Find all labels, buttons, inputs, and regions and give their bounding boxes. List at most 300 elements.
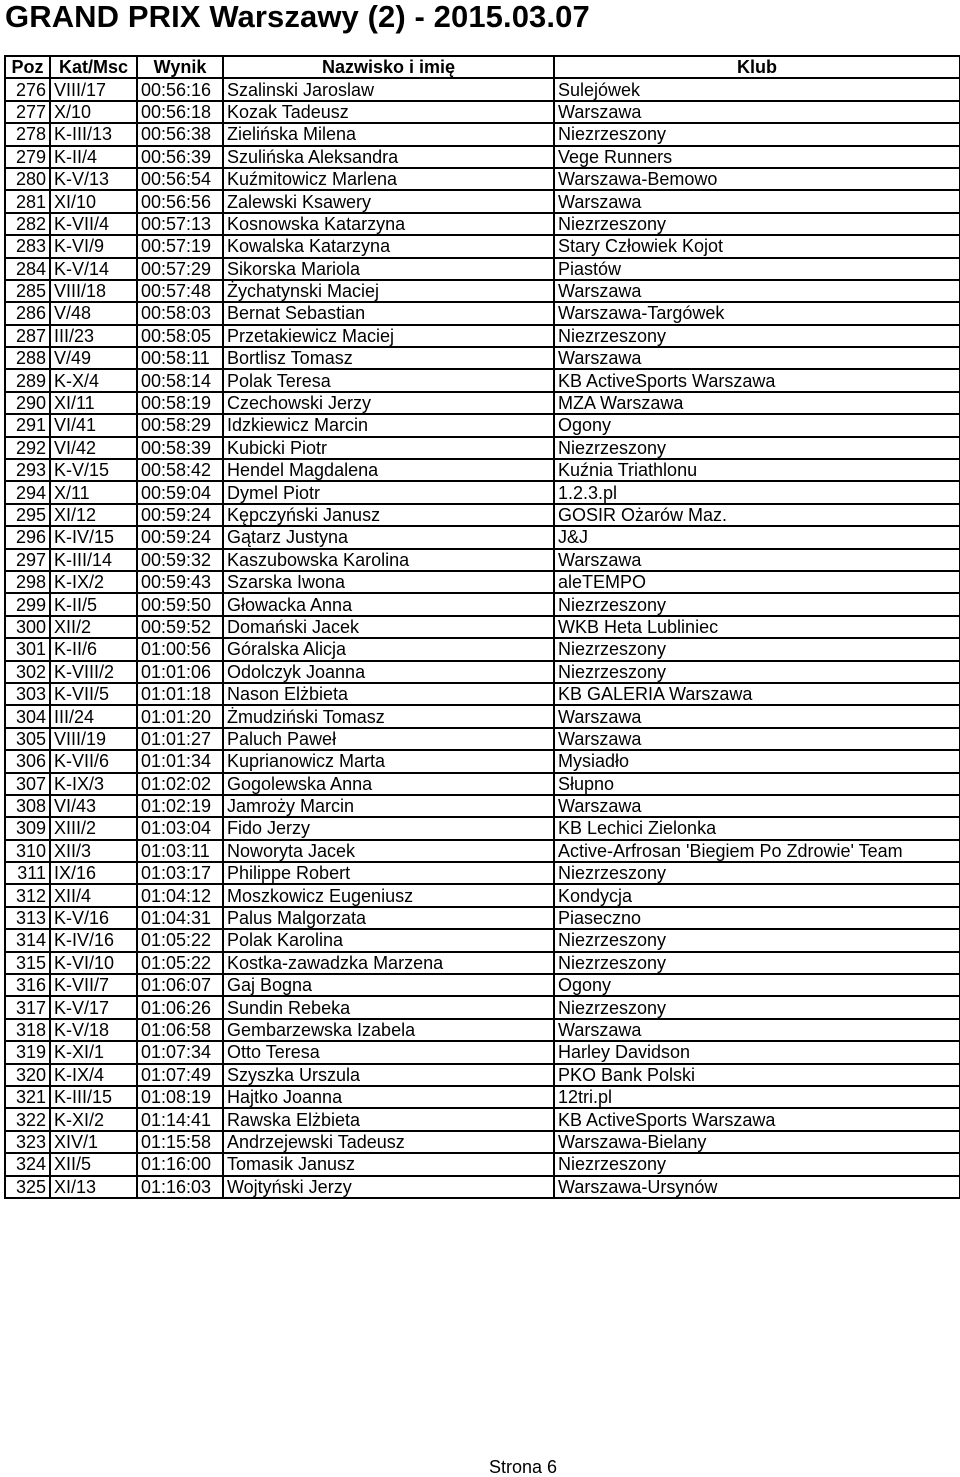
table-row xyxy=(5,996,960,1018)
table-row xyxy=(5,392,960,414)
cell-wynik: 01:16:00 xyxy=(137,1153,223,1175)
cell-klub: WKB Heta Lubliniec xyxy=(554,616,960,638)
cell-kat-msc: VIII/17 xyxy=(50,78,137,100)
cell-kat-msc: V/49 xyxy=(50,347,137,369)
cell-name: Sundin Rebeka xyxy=(223,996,554,1018)
table-row xyxy=(5,1019,960,1041)
cell-kat-msc: VIII/18 xyxy=(50,280,137,302)
cell-name: Sikorska Mariola xyxy=(223,258,554,280)
cell-kat-msc: XI/10 xyxy=(50,190,137,212)
cell-kat-msc: K-VI/9 xyxy=(50,235,137,257)
cell-name: Philippe Robert xyxy=(223,862,554,884)
cell-klub: Niezrzeszony xyxy=(554,862,960,884)
cell-name: Gogolewska Anna xyxy=(223,773,554,795)
cell-kat-msc: K-VIII/2 xyxy=(50,661,137,683)
table-row xyxy=(5,481,960,503)
cell-wynik: 01:06:26 xyxy=(137,996,223,1018)
cell-name: Szulińska Aleksandra xyxy=(223,146,554,168)
table-row xyxy=(5,1131,960,1153)
page-number: Strona 6 xyxy=(488,1457,558,1477)
cell-poz: 321 xyxy=(5,1086,50,1108)
column-header-klub: Klub xyxy=(554,56,960,78)
cell-klub: Warszawa-Bielany xyxy=(554,1131,960,1153)
cell-name: Bernat Sebastian xyxy=(223,302,554,324)
cell-name: Otto Teresa xyxy=(223,1041,554,1063)
cell-name: Kubicki Piotr xyxy=(223,437,554,459)
column-header-poz: Poz xyxy=(5,56,50,78)
cell-poz: 301 xyxy=(5,638,50,660)
cell-kat-msc: K-V/17 xyxy=(50,996,137,1018)
table-row xyxy=(5,325,960,347)
cell-wynik: 01:07:34 xyxy=(137,1041,223,1063)
cell-poz: 284 xyxy=(5,258,50,280)
cell-name: Żychatynski Maciej xyxy=(223,280,554,302)
cell-name: Jamroży Marcin xyxy=(223,795,554,817)
cell-klub: Kuźnia Triathlonu xyxy=(554,459,960,481)
cell-klub: GOSIR Ożarów Maz. xyxy=(554,504,960,526)
cell-kat-msc: VI/42 xyxy=(50,437,137,459)
table-row xyxy=(5,504,960,526)
cell-wynik: 01:15:58 xyxy=(137,1131,223,1153)
cell-name: Kosnowska Katarzyna xyxy=(223,213,554,235)
cell-wynik: 00:58:39 xyxy=(137,437,223,459)
column-header-wynik: Wynik xyxy=(137,56,223,78)
cell-name: Zielińska Milena xyxy=(223,123,554,145)
cell-klub: KB GALERIA Warszawa xyxy=(554,683,960,705)
cell-poz: 320 xyxy=(5,1064,50,1086)
cell-name: Kostka-zawadzka Marzena xyxy=(223,952,554,974)
cell-klub: Harley Davidson xyxy=(554,1041,960,1063)
cell-kat-msc: K-VII/7 xyxy=(50,974,137,996)
cell-kat-msc: K-V/13 xyxy=(50,168,137,190)
cell-klub: PKO Bank Polski xyxy=(554,1064,960,1086)
page-title: GRAND PRIX Warszawy (2) - 2015.03.07 xyxy=(5,0,590,34)
cell-klub: Piastów xyxy=(554,258,960,280)
table-row xyxy=(5,683,960,705)
cell-wynik: 00:59:04 xyxy=(137,481,223,503)
cell-poz: 304 xyxy=(5,705,50,727)
cell-klub: Sulejówek xyxy=(554,78,960,100)
table-row xyxy=(5,459,960,481)
cell-poz: 310 xyxy=(5,840,50,862)
cell-klub: Warszawa xyxy=(554,549,960,571)
cell-wynik: 00:56:39 xyxy=(137,146,223,168)
cell-kat-msc: K-II/5 xyxy=(50,593,137,615)
table-row xyxy=(5,213,960,235)
cell-wynik: 01:02:02 xyxy=(137,773,223,795)
cell-wynik: 01:04:12 xyxy=(137,884,223,906)
table-row xyxy=(5,101,960,123)
cell-klub: Warszawa-Ursynów xyxy=(554,1176,960,1198)
cell-poz: 315 xyxy=(5,952,50,974)
cell-poz: 279 xyxy=(5,146,50,168)
cell-klub: Niezrzeszony xyxy=(554,996,960,1018)
cell-wynik: 01:06:58 xyxy=(137,1019,223,1041)
cell-wynik: 00:57:19 xyxy=(137,235,223,257)
table-row xyxy=(5,773,960,795)
cell-klub: Warszawa-Targówek xyxy=(554,302,960,324)
cell-klub: Kondycja xyxy=(554,884,960,906)
cell-name: Odolczyk Joanna xyxy=(223,661,554,683)
cell-name: Noworyta Jacek xyxy=(223,840,554,862)
cell-wynik: 01:06:07 xyxy=(137,974,223,996)
cell-kat-msc: X/11 xyxy=(50,481,137,503)
table-row xyxy=(5,571,960,593)
cell-kat-msc: IX/16 xyxy=(50,862,137,884)
cell-wynik: 01:02:19 xyxy=(137,795,223,817)
cell-poz: 292 xyxy=(5,437,50,459)
cell-kat-msc: XII/3 xyxy=(50,840,137,862)
cell-name: Hajtko Joanna xyxy=(223,1086,554,1108)
cell-wynik: 00:56:54 xyxy=(137,168,223,190)
table-row xyxy=(5,414,960,436)
cell-name: Szarska Iwona xyxy=(223,571,554,593)
cell-klub: KB Lechici Zielonka xyxy=(554,817,960,839)
cell-klub: Ogony xyxy=(554,414,960,436)
cell-klub: Vege Runners xyxy=(554,146,960,168)
cell-wynik: 01:16:03 xyxy=(137,1176,223,1198)
cell-klub: Słupno xyxy=(554,773,960,795)
table-row xyxy=(5,258,960,280)
cell-name: Gembarzewska Izabela xyxy=(223,1019,554,1041)
cell-name: Przetakiewicz Maciej xyxy=(223,325,554,347)
cell-kat-msc: XII/5 xyxy=(50,1153,137,1175)
cell-poz: 290 xyxy=(5,392,50,414)
cell-klub: Niezrzeszony xyxy=(554,437,960,459)
cell-klub: Active-Arfrosan 'Biegiem Po Zdrowie' Team xyxy=(554,840,960,862)
cell-kat-msc: XII/2 xyxy=(50,616,137,638)
cell-klub: Warszawa xyxy=(554,705,960,727)
cell-poz: 306 xyxy=(5,750,50,772)
cell-wynik: 00:58:11 xyxy=(137,347,223,369)
cell-poz: 312 xyxy=(5,884,50,906)
column-header-nazwisko-i-imie: Nazwisko i imię xyxy=(223,56,554,78)
cell-kat-msc: K-II/6 xyxy=(50,638,137,660)
cell-klub: Niezrzeszony xyxy=(554,638,960,660)
cell-wynik: 00:58:29 xyxy=(137,414,223,436)
cell-wynik: 01:01:27 xyxy=(137,728,223,750)
table-row xyxy=(5,952,960,974)
table-row xyxy=(5,549,960,571)
cell-wynik: 00:59:50 xyxy=(137,593,223,615)
cell-name: Palus Malgorzata xyxy=(223,907,554,929)
cell-kat-msc: XII/4 xyxy=(50,884,137,906)
cell-poz: 298 xyxy=(5,571,50,593)
cell-wynik: 01:01:18 xyxy=(137,683,223,705)
cell-kat-msc: K-V/14 xyxy=(50,258,137,280)
cell-wynik: 00:56:38 xyxy=(137,123,223,145)
table-row xyxy=(5,369,960,391)
cell-poz: 282 xyxy=(5,213,50,235)
cell-wynik: 01:03:17 xyxy=(137,862,223,884)
cell-klub: Ogony xyxy=(554,974,960,996)
cell-klub: Warszawa-Bemowo xyxy=(554,168,960,190)
results-table xyxy=(4,55,960,1199)
cell-poz: 303 xyxy=(5,683,50,705)
cell-klub: Warszawa xyxy=(554,101,960,123)
cell-klub: J&J xyxy=(554,526,960,548)
cell-kat-msc: K-V/16 xyxy=(50,907,137,929)
table-row xyxy=(5,190,960,212)
table-row xyxy=(5,302,960,324)
cell-poz: 318 xyxy=(5,1019,50,1041)
cell-poz: 311 xyxy=(5,862,50,884)
cell-klub: Warszawa xyxy=(554,280,960,302)
cell-poz: 308 xyxy=(5,795,50,817)
cell-kat-msc: K-VI/10 xyxy=(50,952,137,974)
cell-wynik: 00:56:18 xyxy=(137,101,223,123)
cell-name: Fido Jerzy xyxy=(223,817,554,839)
cell-name: Głowacka Anna xyxy=(223,593,554,615)
table-row xyxy=(5,347,960,369)
cell-name: Polak Teresa xyxy=(223,369,554,391)
cell-kat-msc: K-III/15 xyxy=(50,1086,137,1108)
cell-name: Dymel Piotr xyxy=(223,481,554,503)
cell-name: Kuźmitowicz Marlena xyxy=(223,168,554,190)
table-row xyxy=(5,705,960,727)
table-row xyxy=(5,78,960,100)
cell-name: Andrzejewski Tadeusz xyxy=(223,1131,554,1153)
table-row xyxy=(5,661,960,683)
cell-klub: Warszawa xyxy=(554,728,960,750)
cell-wynik: 00:58:14 xyxy=(137,369,223,391)
table-row xyxy=(5,123,960,145)
table-row xyxy=(5,929,960,951)
cell-klub: Niezrzeszony xyxy=(554,325,960,347)
cell-poz: 324 xyxy=(5,1153,50,1175)
cell-wynik: 00:57:48 xyxy=(137,280,223,302)
cell-name: Wojtyński Jerzy xyxy=(223,1176,554,1198)
cell-wynik: 01:05:22 xyxy=(137,952,223,974)
cell-wynik: 00:59:24 xyxy=(137,504,223,526)
cell-wynik: 01:00:56 xyxy=(137,638,223,660)
cell-kat-msc: K-IV/15 xyxy=(50,526,137,548)
cell-poz: 288 xyxy=(5,347,50,369)
cell-poz: 294 xyxy=(5,481,50,503)
cell-poz: 277 xyxy=(5,101,50,123)
cell-kat-msc: III/24 xyxy=(50,705,137,727)
cell-poz: 287 xyxy=(5,325,50,347)
cell-kat-msc: XIV/1 xyxy=(50,1131,137,1153)
cell-name: Polak Karolina xyxy=(223,929,554,951)
table-row xyxy=(5,817,960,839)
cell-kat-msc: K-V/18 xyxy=(50,1019,137,1041)
cell-kat-msc: K-IX/3 xyxy=(50,773,137,795)
column-header-kat-msc: Kat/Msc xyxy=(50,56,137,78)
cell-name: Szalinski Jaroslaw xyxy=(223,78,554,100)
cell-name: Gaj Bogna xyxy=(223,974,554,996)
cell-kat-msc: K-X/4 xyxy=(50,369,137,391)
cell-wynik: 00:59:43 xyxy=(137,571,223,593)
cell-name: Kuprianowicz Marta xyxy=(223,750,554,772)
table-row xyxy=(5,1176,960,1198)
cell-klub: KB ActiveSports Warszawa xyxy=(554,369,960,391)
cell-name: Kępczyński Janusz xyxy=(223,504,554,526)
cell-klub: Piaseczno xyxy=(554,907,960,929)
table-row xyxy=(5,862,960,884)
cell-wynik: 01:08:19 xyxy=(137,1086,223,1108)
cell-klub: Niezrzeszony xyxy=(554,929,960,951)
cell-wynik: 00:58:03 xyxy=(137,302,223,324)
cell-wynik: 01:14:41 xyxy=(137,1108,223,1130)
table-row xyxy=(5,437,960,459)
table-row xyxy=(5,1108,960,1130)
cell-klub: 1.2.3.pl xyxy=(554,481,960,503)
cell-name: Góralska Alicja xyxy=(223,638,554,660)
cell-wynik: 01:03:11 xyxy=(137,840,223,862)
cell-kat-msc: XIII/2 xyxy=(50,817,137,839)
cell-poz: 276 xyxy=(5,78,50,100)
cell-wynik: 00:59:24 xyxy=(137,526,223,548)
cell-poz: 295 xyxy=(5,504,50,526)
cell-name: Gątarz Justyna xyxy=(223,526,554,548)
cell-name: Bortlisz Tomasz xyxy=(223,347,554,369)
table-row xyxy=(5,168,960,190)
cell-poz: 319 xyxy=(5,1041,50,1063)
cell-klub: Warszawa xyxy=(554,347,960,369)
table-row xyxy=(5,235,960,257)
cell-klub: aleTEMPO xyxy=(554,571,960,593)
cell-wynik: 00:56:56 xyxy=(137,190,223,212)
cell-klub: Niezrzeszony xyxy=(554,123,960,145)
cell-poz: 293 xyxy=(5,459,50,481)
cell-name: Nason Elżbieta xyxy=(223,683,554,705)
cell-wynik: 01:01:34 xyxy=(137,750,223,772)
table-row xyxy=(5,884,960,906)
cell-wynik: 01:01:06 xyxy=(137,661,223,683)
cell-name: Domański Jacek xyxy=(223,616,554,638)
cell-kat-msc: K-VII/6 xyxy=(50,750,137,772)
cell-klub: Niezrzeszony xyxy=(554,1153,960,1175)
table-header-row xyxy=(5,56,960,78)
table-row xyxy=(5,280,960,302)
cell-kat-msc: XI/11 xyxy=(50,392,137,414)
cell-kat-msc: K-VII/5 xyxy=(50,683,137,705)
cell-poz: 281 xyxy=(5,190,50,212)
table-row xyxy=(5,593,960,615)
cell-name: Czechowski Jerzy xyxy=(223,392,554,414)
cell-wynik: 00:56:16 xyxy=(137,78,223,100)
cell-wynik: 01:03:04 xyxy=(137,817,223,839)
cell-name: Idzkiewicz Marcin xyxy=(223,414,554,436)
cell-kat-msc: V/48 xyxy=(50,302,137,324)
cell-klub: MZA Warszawa xyxy=(554,392,960,414)
cell-poz: 286 xyxy=(5,302,50,324)
cell-poz: 299 xyxy=(5,593,50,615)
cell-klub: Warszawa xyxy=(554,795,960,817)
table-row xyxy=(5,795,960,817)
cell-kat-msc: K-IX/4 xyxy=(50,1064,137,1086)
table-row xyxy=(5,750,960,772)
cell-wynik: 00:58:19 xyxy=(137,392,223,414)
cell-kat-msc: K-II/4 xyxy=(50,146,137,168)
cell-wynik: 00:58:05 xyxy=(137,325,223,347)
cell-klub: Mysiadło xyxy=(554,750,960,772)
cell-kat-msc: K-XI/2 xyxy=(50,1108,137,1130)
cell-poz: 309 xyxy=(5,817,50,839)
table-row xyxy=(5,146,960,168)
cell-klub: 12tri.pl xyxy=(554,1086,960,1108)
cell-kat-msc: III/23 xyxy=(50,325,137,347)
table-row xyxy=(5,1086,960,1108)
cell-wynik: 00:59:32 xyxy=(137,549,223,571)
cell-poz: 323 xyxy=(5,1131,50,1153)
cell-name: Szyszka Urszula xyxy=(223,1064,554,1086)
cell-klub: Niezrzeszony xyxy=(554,593,960,615)
cell-kat-msc: VI/43 xyxy=(50,795,137,817)
table-row xyxy=(5,616,960,638)
cell-poz: 316 xyxy=(5,974,50,996)
cell-poz: 325 xyxy=(5,1176,50,1198)
table-row xyxy=(5,638,960,660)
cell-poz: 289 xyxy=(5,369,50,391)
cell-kat-msc: VIII/19 xyxy=(50,728,137,750)
cell-klub: Warszawa xyxy=(554,190,960,212)
cell-kat-msc: K-III/14 xyxy=(50,549,137,571)
cell-poz: 302 xyxy=(5,661,50,683)
cell-name: Hendel Magdalena xyxy=(223,459,554,481)
cell-poz: 291 xyxy=(5,414,50,436)
cell-wynik: 00:57:13 xyxy=(137,213,223,235)
cell-kat-msc: K-V/15 xyxy=(50,459,137,481)
cell-name: Tomasik Janusz xyxy=(223,1153,554,1175)
cell-wynik: 01:05:22 xyxy=(137,929,223,951)
cell-name: Kaszubowska Karolina xyxy=(223,549,554,571)
cell-poz: 296 xyxy=(5,526,50,548)
cell-poz: 283 xyxy=(5,235,50,257)
cell-wynik: 01:04:31 xyxy=(137,907,223,929)
cell-wynik: 01:01:20 xyxy=(137,705,223,727)
cell-kat-msc: K-III/13 xyxy=(50,123,137,145)
cell-poz: 278 xyxy=(5,123,50,145)
cell-klub: KB ActiveSports Warszawa xyxy=(554,1108,960,1130)
cell-kat-msc: K-IV/16 xyxy=(50,929,137,951)
cell-poz: 280 xyxy=(5,168,50,190)
cell-poz: 297 xyxy=(5,549,50,571)
cell-kat-msc: XI/12 xyxy=(50,504,137,526)
cell-kat-msc: XI/13 xyxy=(50,1176,137,1198)
table-row xyxy=(5,526,960,548)
cell-kat-msc: VI/41 xyxy=(50,414,137,436)
cell-poz: 305 xyxy=(5,728,50,750)
cell-name: Moszkowicz Eugeniusz xyxy=(223,884,554,906)
cell-kat-msc: K-VII/4 xyxy=(50,213,137,235)
table-row xyxy=(5,1153,960,1175)
table-row xyxy=(5,728,960,750)
cell-klub: Warszawa xyxy=(554,1019,960,1041)
cell-poz: 307 xyxy=(5,773,50,795)
cell-wynik: 00:59:52 xyxy=(137,616,223,638)
cell-poz: 322 xyxy=(5,1108,50,1130)
table-row xyxy=(5,907,960,929)
cell-poz: 285 xyxy=(5,280,50,302)
cell-name: Kowalska Katarzyna xyxy=(223,235,554,257)
cell-poz: 300 xyxy=(5,616,50,638)
cell-kat-msc: K-IX/2 xyxy=(50,571,137,593)
table-row xyxy=(5,1041,960,1063)
cell-klub: Niezrzeszony xyxy=(554,661,960,683)
cell-name: Żmudziński Tomasz xyxy=(223,705,554,727)
cell-wynik: 00:58:42 xyxy=(137,459,223,481)
cell-name: Rawska Elżbieta xyxy=(223,1108,554,1130)
cell-klub: Stary Człowiek Kojot xyxy=(554,235,960,257)
cell-wynik: 00:57:29 xyxy=(137,258,223,280)
cell-name: Paluch Paweł xyxy=(223,728,554,750)
cell-klub: Niezrzeszony xyxy=(554,952,960,974)
cell-kat-msc: K-XI/1 xyxy=(50,1041,137,1063)
cell-klub: Niezrzeszony xyxy=(554,213,960,235)
table-row xyxy=(5,974,960,996)
